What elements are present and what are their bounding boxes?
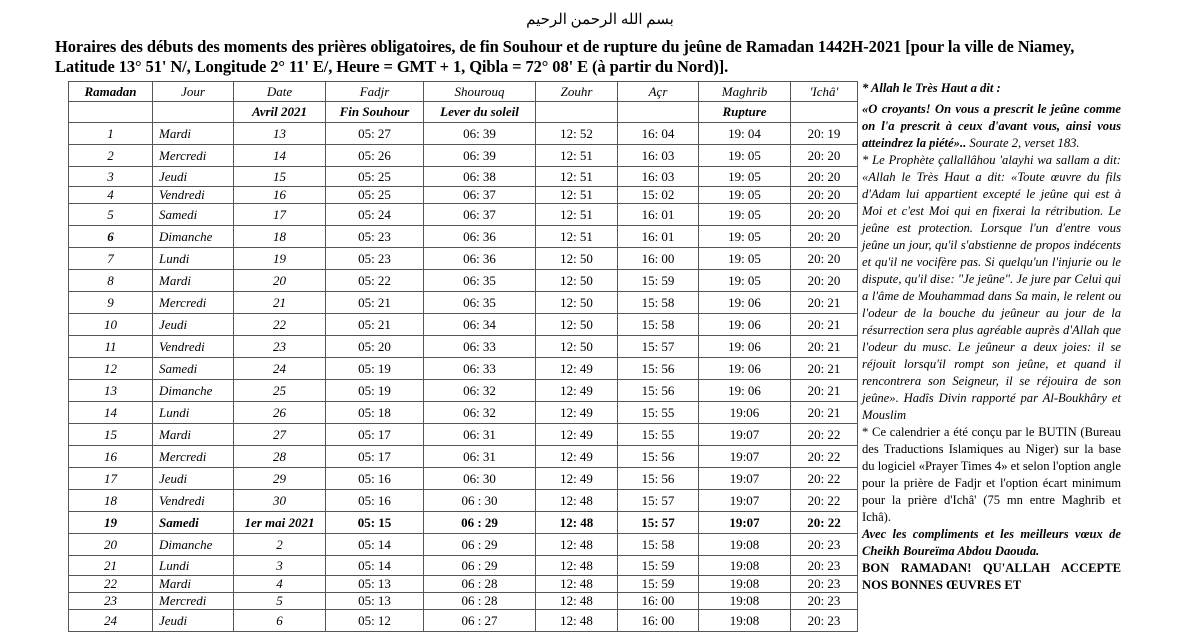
cell-date: 1er mai 2021 bbox=[234, 512, 326, 534]
table-row bbox=[69, 576, 858, 593]
cell-date: 29 bbox=[234, 468, 326, 490]
cell-ramadan: 10 bbox=[69, 314, 153, 336]
cell-maghrib: 19:08 bbox=[699, 576, 791, 593]
cell-acr: 15: 56 bbox=[618, 358, 699, 380]
basmala: بسم الله الرحمن الرحيم bbox=[526, 12, 674, 28]
cell-maghrib: 19: 05 bbox=[699, 270, 791, 292]
cell-zouhr: 12: 48 bbox=[536, 512, 618, 534]
cell-ramadan: 20 bbox=[69, 534, 153, 556]
cell-maghrib: 19: 04 bbox=[699, 123, 791, 145]
cell-fadjr: 05: 19 bbox=[326, 358, 424, 380]
cell-jour: Dimanche bbox=[153, 226, 234, 248]
cell-jour: Jeudi bbox=[153, 167, 234, 187]
cell-icha: 20: 21 bbox=[791, 402, 858, 424]
column-subheader-icha bbox=[791, 102, 858, 123]
cell-jour: Mardi bbox=[153, 576, 234, 593]
table-row bbox=[69, 512, 858, 534]
cell-shourouq: 06 : 28 bbox=[424, 593, 536, 610]
quran-intro: * Allah le Très Haut a dit : bbox=[862, 81, 1001, 95]
cell-shourouq: 06 : 29 bbox=[424, 512, 536, 534]
table-row bbox=[69, 226, 858, 248]
cell-jour: Vendredi bbox=[153, 336, 234, 358]
table-row bbox=[69, 204, 858, 226]
table-row bbox=[69, 314, 858, 336]
cell-fadjr: 05: 23 bbox=[326, 248, 424, 270]
cell-jour: Mercredi bbox=[153, 145, 234, 167]
column-header-icha: 'Ichâ' bbox=[791, 82, 858, 102]
table-row bbox=[69, 270, 858, 292]
cell-jour: Samedi bbox=[153, 204, 234, 226]
page-title bbox=[55, 37, 1135, 77]
cell-zouhr: 12: 49 bbox=[536, 424, 618, 446]
cell-date: 5 bbox=[234, 593, 326, 610]
table-row bbox=[69, 187, 858, 204]
cell-icha: 20: 23 bbox=[791, 576, 858, 593]
cell-acr: 15: 58 bbox=[618, 292, 699, 314]
table-row bbox=[69, 145, 858, 167]
cell-ramadan: 9 bbox=[69, 292, 153, 314]
cell-maghrib: 19: 06 bbox=[699, 336, 791, 358]
cell-fadjr: 05: 22 bbox=[326, 270, 424, 292]
cell-icha: 20: 22 bbox=[791, 446, 858, 468]
cell-fadjr: 05: 18 bbox=[326, 402, 424, 424]
cell-acr: 16: 01 bbox=[618, 204, 699, 226]
cell-maghrib: 19: 05 bbox=[699, 226, 791, 248]
cell-icha: 20: 21 bbox=[791, 314, 858, 336]
cell-icha: 20: 20 bbox=[791, 167, 858, 187]
cell-ramadan: 16 bbox=[69, 446, 153, 468]
cell-shourouq: 06: 33 bbox=[424, 336, 536, 358]
cell-icha: 20: 21 bbox=[791, 292, 858, 314]
cell-acr: 16: 00 bbox=[618, 248, 699, 270]
cell-date: 16 bbox=[234, 187, 326, 204]
cell-shourouq: 06: 35 bbox=[424, 270, 536, 292]
cell-jour: Lundi bbox=[153, 556, 234, 576]
cell-fadjr: 05: 24 bbox=[326, 204, 424, 226]
cell-maghrib: 19: 05 bbox=[699, 248, 791, 270]
cell-ramadan: 11 bbox=[69, 336, 153, 358]
cell-zouhr: 12: 51 bbox=[536, 187, 618, 204]
cell-date: 17 bbox=[234, 204, 326, 226]
cell-maghrib: 19: 06 bbox=[699, 380, 791, 402]
cell-ramadan: 1 bbox=[69, 123, 153, 145]
cell-maghrib: 19: 05 bbox=[699, 187, 791, 204]
column-header-maghrib: Maghrib bbox=[699, 82, 791, 102]
table-row bbox=[69, 292, 858, 314]
cell-ramadan: 6 bbox=[69, 226, 153, 248]
table-row bbox=[69, 402, 858, 424]
cell-acr: 15: 59 bbox=[618, 556, 699, 576]
column-header-date: Date bbox=[234, 82, 326, 102]
cell-ramadan: 18 bbox=[69, 490, 153, 512]
cell-date: 2 bbox=[234, 534, 326, 556]
cell-shourouq: 06: 33 bbox=[424, 358, 536, 380]
cell-acr: 16: 04 bbox=[618, 123, 699, 145]
cell-zouhr: 12: 49 bbox=[536, 468, 618, 490]
cell-shourouq: 06 : 27 bbox=[424, 610, 536, 632]
cell-date: 28 bbox=[234, 446, 326, 468]
cell-acr: 15: 57 bbox=[618, 512, 699, 534]
cell-fadjr: 05: 16 bbox=[326, 468, 424, 490]
quran-verse: «O croyants! On vous a prescrit le jeûne comme on l'a prescrit à ceux d'avant vous, ainsi vous atteindrez la piété».. bbox=[862, 102, 1121, 150]
prayer-times-table bbox=[68, 81, 858, 632]
cell-date: 27 bbox=[234, 424, 326, 446]
cell-acr: 15: 59 bbox=[618, 270, 699, 292]
cell-icha: 20: 20 bbox=[791, 226, 858, 248]
table-row bbox=[69, 446, 858, 468]
cell-ramadan: 3 bbox=[69, 167, 153, 187]
cell-date: 19 bbox=[234, 248, 326, 270]
cell-acr: 15: 56 bbox=[618, 446, 699, 468]
cell-icha: 20: 20 bbox=[791, 204, 858, 226]
cell-shourouq: 06: 32 bbox=[424, 380, 536, 402]
cell-date: 14 bbox=[234, 145, 326, 167]
cell-jour: Dimanche bbox=[153, 534, 234, 556]
cell-acr: 15: 55 bbox=[618, 424, 699, 446]
cell-shourouq: 06: 36 bbox=[424, 248, 536, 270]
cell-fadjr: 05: 26 bbox=[326, 145, 424, 167]
cell-shourouq: 06: 35 bbox=[424, 292, 536, 314]
cell-ramadan: 17 bbox=[69, 468, 153, 490]
table-subheader-row bbox=[69, 102, 858, 123]
cell-zouhr: 12: 50 bbox=[536, 292, 618, 314]
cell-zouhr: 12: 48 bbox=[536, 534, 618, 556]
calendar-credits: * Ce calendrier a été conçu par le BUTIN (Bureau des Traductions Islamiques au Niger) sur la base du logiciel «Prayer Times 4» et selon l'option angle pour la prière de Fadjr et l'option écart minimum pour la prière d'Ichâ' (75 mn entre Maghrib et Ichâ). bbox=[862, 425, 1122, 524]
cell-maghrib: 19: 05 bbox=[699, 204, 791, 226]
cell-icha: 20: 23 bbox=[791, 534, 858, 556]
cell-jour: Jeudi bbox=[153, 468, 234, 490]
cell-zouhr: 12: 48 bbox=[536, 593, 618, 610]
cell-icha: 20: 22 bbox=[791, 512, 858, 534]
column-header-acr: Açr bbox=[618, 82, 699, 102]
cell-acr: 15: 59 bbox=[618, 576, 699, 593]
table-row bbox=[69, 167, 858, 187]
cell-maghrib: 19:07 bbox=[699, 424, 791, 446]
cell-ramadan: 23 bbox=[69, 593, 153, 610]
column-header-ramadan: Ramadan bbox=[69, 82, 153, 102]
cell-jour: Vendredi bbox=[153, 490, 234, 512]
cell-zouhr: 12: 50 bbox=[536, 314, 618, 336]
cell-jour: Mercredi bbox=[153, 292, 234, 314]
cell-shourouq: 06: 39 bbox=[424, 123, 536, 145]
cell-date: 21 bbox=[234, 292, 326, 314]
cell-date: 30 bbox=[234, 490, 326, 512]
cell-zouhr: 12: 48 bbox=[536, 490, 618, 512]
column-subheader-ramadan bbox=[69, 102, 153, 123]
cell-jour: Vendredi bbox=[153, 187, 234, 204]
cell-acr: 15: 56 bbox=[618, 468, 699, 490]
cell-maghrib: 19:08 bbox=[699, 610, 791, 632]
cell-maghrib: 19: 06 bbox=[699, 358, 791, 380]
column-header-zouhr: Zouhr bbox=[536, 82, 618, 102]
ramadan-greeting: BON RAMADAN! QU'ALLAH ACCEPTE NOS BONNES ŒUVRES ET bbox=[862, 561, 1121, 592]
cell-fadjr: 05: 12 bbox=[326, 610, 424, 632]
cell-fadjr: 05: 17 bbox=[326, 424, 424, 446]
table-row bbox=[69, 380, 858, 402]
cell-zouhr: 12: 49 bbox=[536, 380, 618, 402]
cell-maghrib: 19:07 bbox=[699, 512, 791, 534]
cell-fadjr: 05: 14 bbox=[326, 556, 424, 576]
cell-fadjr: 05: 21 bbox=[326, 314, 424, 336]
column-header-jour: Jour bbox=[153, 82, 234, 102]
table-row bbox=[69, 556, 858, 576]
cell-shourouq: 06: 36 bbox=[424, 226, 536, 248]
cell-fadjr: 05: 21 bbox=[326, 292, 424, 314]
cell-acr: 15: 58 bbox=[618, 534, 699, 556]
cell-acr: 15: 57 bbox=[618, 336, 699, 358]
cell-zouhr: 12: 51 bbox=[536, 145, 618, 167]
cell-ramadan: 21 bbox=[69, 556, 153, 576]
cell-icha: 20: 20 bbox=[791, 187, 858, 204]
cell-icha: 20: 23 bbox=[791, 593, 858, 610]
cell-ramadan: 2 bbox=[69, 145, 153, 167]
cell-jour: Mardi bbox=[153, 270, 234, 292]
cell-acr: 15: 55 bbox=[618, 402, 699, 424]
cell-icha: 20: 21 bbox=[791, 380, 858, 402]
cell-zouhr: 12: 51 bbox=[536, 226, 618, 248]
cell-zouhr: 12: 51 bbox=[536, 167, 618, 187]
cell-jour: Mardi bbox=[153, 424, 234, 446]
cell-jour: Mercredi bbox=[153, 593, 234, 610]
table-row bbox=[69, 358, 858, 380]
cell-fadjr: 05: 17 bbox=[326, 446, 424, 468]
cell-shourouq: 06: 31 bbox=[424, 424, 536, 446]
cell-shourouq: 06: 32 bbox=[424, 402, 536, 424]
cell-ramadan: 24 bbox=[69, 610, 153, 632]
cell-acr: 16: 03 bbox=[618, 145, 699, 167]
cell-jour: Samedi bbox=[153, 358, 234, 380]
cell-zouhr: 12: 49 bbox=[536, 446, 618, 468]
cell-maghrib: 19:08 bbox=[699, 534, 791, 556]
cell-maghrib: 19:06 bbox=[699, 402, 791, 424]
cell-ramadan: 13 bbox=[69, 380, 153, 402]
cell-ramadan: 12 bbox=[69, 358, 153, 380]
cell-acr: 15: 56 bbox=[618, 380, 699, 402]
cell-maghrib: 19:08 bbox=[699, 556, 791, 576]
cell-icha: 20: 19 bbox=[791, 123, 858, 145]
cell-shourouq: 06: 38 bbox=[424, 167, 536, 187]
cell-icha: 20: 23 bbox=[791, 610, 858, 632]
column-subheader-zouhr bbox=[536, 102, 618, 123]
cell-ramadan: 5 bbox=[69, 204, 153, 226]
cell-jour: Jeudi bbox=[153, 314, 234, 336]
cell-shourouq: 06 : 29 bbox=[424, 534, 536, 556]
cell-acr: 16: 03 bbox=[618, 167, 699, 187]
table-row bbox=[69, 424, 858, 446]
cell-acr: 15: 58 bbox=[618, 314, 699, 336]
cell-jour: Lundi bbox=[153, 248, 234, 270]
cell-fadjr: 05: 15 bbox=[326, 512, 424, 534]
cell-zouhr: 12: 50 bbox=[536, 336, 618, 358]
cell-icha: 20: 21 bbox=[791, 358, 858, 380]
column-header-fadjr: Fadjr bbox=[326, 82, 424, 102]
cell-fadjr: 05: 19 bbox=[326, 380, 424, 402]
cell-fadjr: 05: 13 bbox=[326, 593, 424, 610]
cell-date: 13 bbox=[234, 123, 326, 145]
cell-fadjr: 05: 14 bbox=[326, 534, 424, 556]
table-header-row bbox=[69, 82, 858, 102]
cell-maghrib: 19: 05 bbox=[699, 167, 791, 187]
title-line-1: Horaires des débuts des moments des prières obligatoires, de fin Souhour et de rupture du jeûne de Ramadan 1442H-2021 [pour la ville de Niamey, bbox=[55, 37, 1075, 56]
cell-date: 25 bbox=[234, 380, 326, 402]
cell-ramadan: 22 bbox=[69, 576, 153, 593]
side-notes bbox=[862, 80, 1121, 594]
column-subheader-fadjr: Fin Souhour bbox=[326, 102, 424, 123]
cell-zouhr: 12: 52 bbox=[536, 123, 618, 145]
cell-zouhr: 12: 48 bbox=[536, 610, 618, 632]
cell-maghrib: 19: 05 bbox=[699, 145, 791, 167]
table-row bbox=[69, 610, 858, 632]
cell-zouhr: 12: 50 bbox=[536, 248, 618, 270]
cell-fadjr: 05: 16 bbox=[326, 490, 424, 512]
table-row bbox=[69, 468, 858, 490]
cell-date: 26 bbox=[234, 402, 326, 424]
cell-date: 20 bbox=[234, 270, 326, 292]
column-subheader-shourouq: Lever du soleil bbox=[424, 102, 536, 123]
cell-jour: Mardi bbox=[153, 123, 234, 145]
cell-ramadan: 19 bbox=[69, 512, 153, 534]
cell-date: 4 bbox=[234, 576, 326, 593]
cell-date: 18 bbox=[234, 226, 326, 248]
cell-icha: 20: 22 bbox=[791, 468, 858, 490]
cell-fadjr: 05: 23 bbox=[326, 226, 424, 248]
cell-shourouq: 06: 31 bbox=[424, 446, 536, 468]
cell-date: 15 bbox=[234, 167, 326, 187]
cell-icha: 20: 22 bbox=[791, 424, 858, 446]
cell-date: 3 bbox=[234, 556, 326, 576]
cell-ramadan: 4 bbox=[69, 187, 153, 204]
table-row bbox=[69, 336, 858, 358]
column-subheader-jour bbox=[153, 102, 234, 123]
cell-date: 23 bbox=[234, 336, 326, 358]
cell-icha: 20: 20 bbox=[791, 145, 858, 167]
verse-reference: Sourate 2, verset 183. bbox=[966, 136, 1080, 150]
cell-date: 24 bbox=[234, 358, 326, 380]
cell-date: 6 bbox=[234, 610, 326, 632]
cell-jour: Samedi bbox=[153, 512, 234, 534]
cell-zouhr: 12: 49 bbox=[536, 402, 618, 424]
title-line-2: Latitude 13° 51' N/, Longitude 2° 11' E/, Heure = GMT + 1, Qibla = 72° 08' E (à partir du Nord)]. bbox=[55, 57, 729, 76]
cell-shourouq: 06 : 30 bbox=[424, 490, 536, 512]
hadith-text: * Le Prophète çallallâhou 'alayhi wa sallam a dit: «Allah le Très Haut a dit: «Toute œuvre du fils d'Adam lui appartient excepté le jeûne qui est à Moi et c'est Moi qui en fixerai la rétribution. Le jeûne est protection. Lorsque l'un d'entre vous jeûne un jour, qu'il s'abstienne de propos indécents et qu'il ne vocifère pas. Si quelqu'un l'injurie ou le dispute, qu'il dise: "Je jeûne". Je jure par Celui qui a l'âme de Mouhammad dans Sa main, le relent ou l'odeur de la bouche du jeûneur au jour de la résurrection sera plus agréable auprès d'Allah que l'odeur du musc. Le jeûneur a deux joies: il se réjouit lorsqu'il rompt son jeûne, et quand il rencontrera son Seigneur, il se réjouira de son jeûne». Hadîs Divin rapporté par Al-Boukhâry et Mouslim bbox=[862, 153, 1121, 422]
cell-ramadan: 15 bbox=[69, 424, 153, 446]
cell-jour: Mercredi bbox=[153, 446, 234, 468]
cell-maghrib: 19:07 bbox=[699, 446, 791, 468]
cell-fadjr: 05: 25 bbox=[326, 167, 424, 187]
cell-fadjr: 05: 20 bbox=[326, 336, 424, 358]
column-subheader-date: Avril 2021 bbox=[234, 102, 326, 123]
cell-ramadan: 8 bbox=[69, 270, 153, 292]
cell-date: 22 bbox=[234, 314, 326, 336]
cell-shourouq: 06: 30 bbox=[424, 468, 536, 490]
table-row bbox=[69, 248, 858, 270]
cell-shourouq: 06 : 28 bbox=[424, 576, 536, 593]
cell-maghrib: 19:07 bbox=[699, 490, 791, 512]
cell-fadjr: 05: 13 bbox=[326, 576, 424, 593]
cell-icha: 20: 21 bbox=[791, 336, 858, 358]
cell-ramadan: 7 bbox=[69, 248, 153, 270]
cell-zouhr: 12: 50 bbox=[536, 270, 618, 292]
cell-shourouq: 06: 37 bbox=[424, 204, 536, 226]
cell-shourouq: 06 : 29 bbox=[424, 556, 536, 576]
cell-zouhr: 12: 48 bbox=[536, 556, 618, 576]
cell-maghrib: 19: 06 bbox=[699, 292, 791, 314]
cell-zouhr: 12: 48 bbox=[536, 576, 618, 593]
column-header-shourouq: Shourouq bbox=[424, 82, 536, 102]
cell-acr: 16: 00 bbox=[618, 593, 699, 610]
table-row bbox=[69, 534, 858, 556]
cell-maghrib: 19:08 bbox=[699, 593, 791, 610]
cell-shourouq: 06: 39 bbox=[424, 145, 536, 167]
table-row bbox=[69, 593, 858, 610]
table-row bbox=[69, 123, 858, 145]
column-subheader-maghrib: Rupture bbox=[699, 102, 791, 123]
cell-icha: 20: 20 bbox=[791, 248, 858, 270]
column-subheader-acr bbox=[618, 102, 699, 123]
cell-jour: Jeudi bbox=[153, 610, 234, 632]
cell-acr: 16: 01 bbox=[618, 226, 699, 248]
cell-icha: 20: 22 bbox=[791, 490, 858, 512]
cell-acr: 16: 00 bbox=[618, 610, 699, 632]
cell-ramadan: 14 bbox=[69, 402, 153, 424]
cell-maghrib: 19: 06 bbox=[699, 314, 791, 336]
cell-zouhr: 12: 51 bbox=[536, 204, 618, 226]
cell-shourouq: 06: 34 bbox=[424, 314, 536, 336]
table-row bbox=[69, 490, 858, 512]
cell-shourouq: 06: 37 bbox=[424, 187, 536, 204]
cell-zouhr: 12: 49 bbox=[536, 358, 618, 380]
compliments: Avec les compliments et les meilleurs vœux de Cheikh Boureïma Abdou Daouda. bbox=[862, 527, 1121, 558]
cell-acr: 15: 57 bbox=[618, 490, 699, 512]
cell-icha: 20: 20 bbox=[791, 270, 858, 292]
cell-acr: 15: 02 bbox=[618, 187, 699, 204]
cell-icha: 20: 23 bbox=[791, 556, 858, 576]
cell-maghrib: 19:07 bbox=[699, 468, 791, 490]
cell-jour: Lundi bbox=[153, 402, 234, 424]
cell-fadjr: 05: 25 bbox=[326, 187, 424, 204]
cell-jour: Dimanche bbox=[153, 380, 234, 402]
cell-fadjr: 05: 27 bbox=[326, 123, 424, 145]
